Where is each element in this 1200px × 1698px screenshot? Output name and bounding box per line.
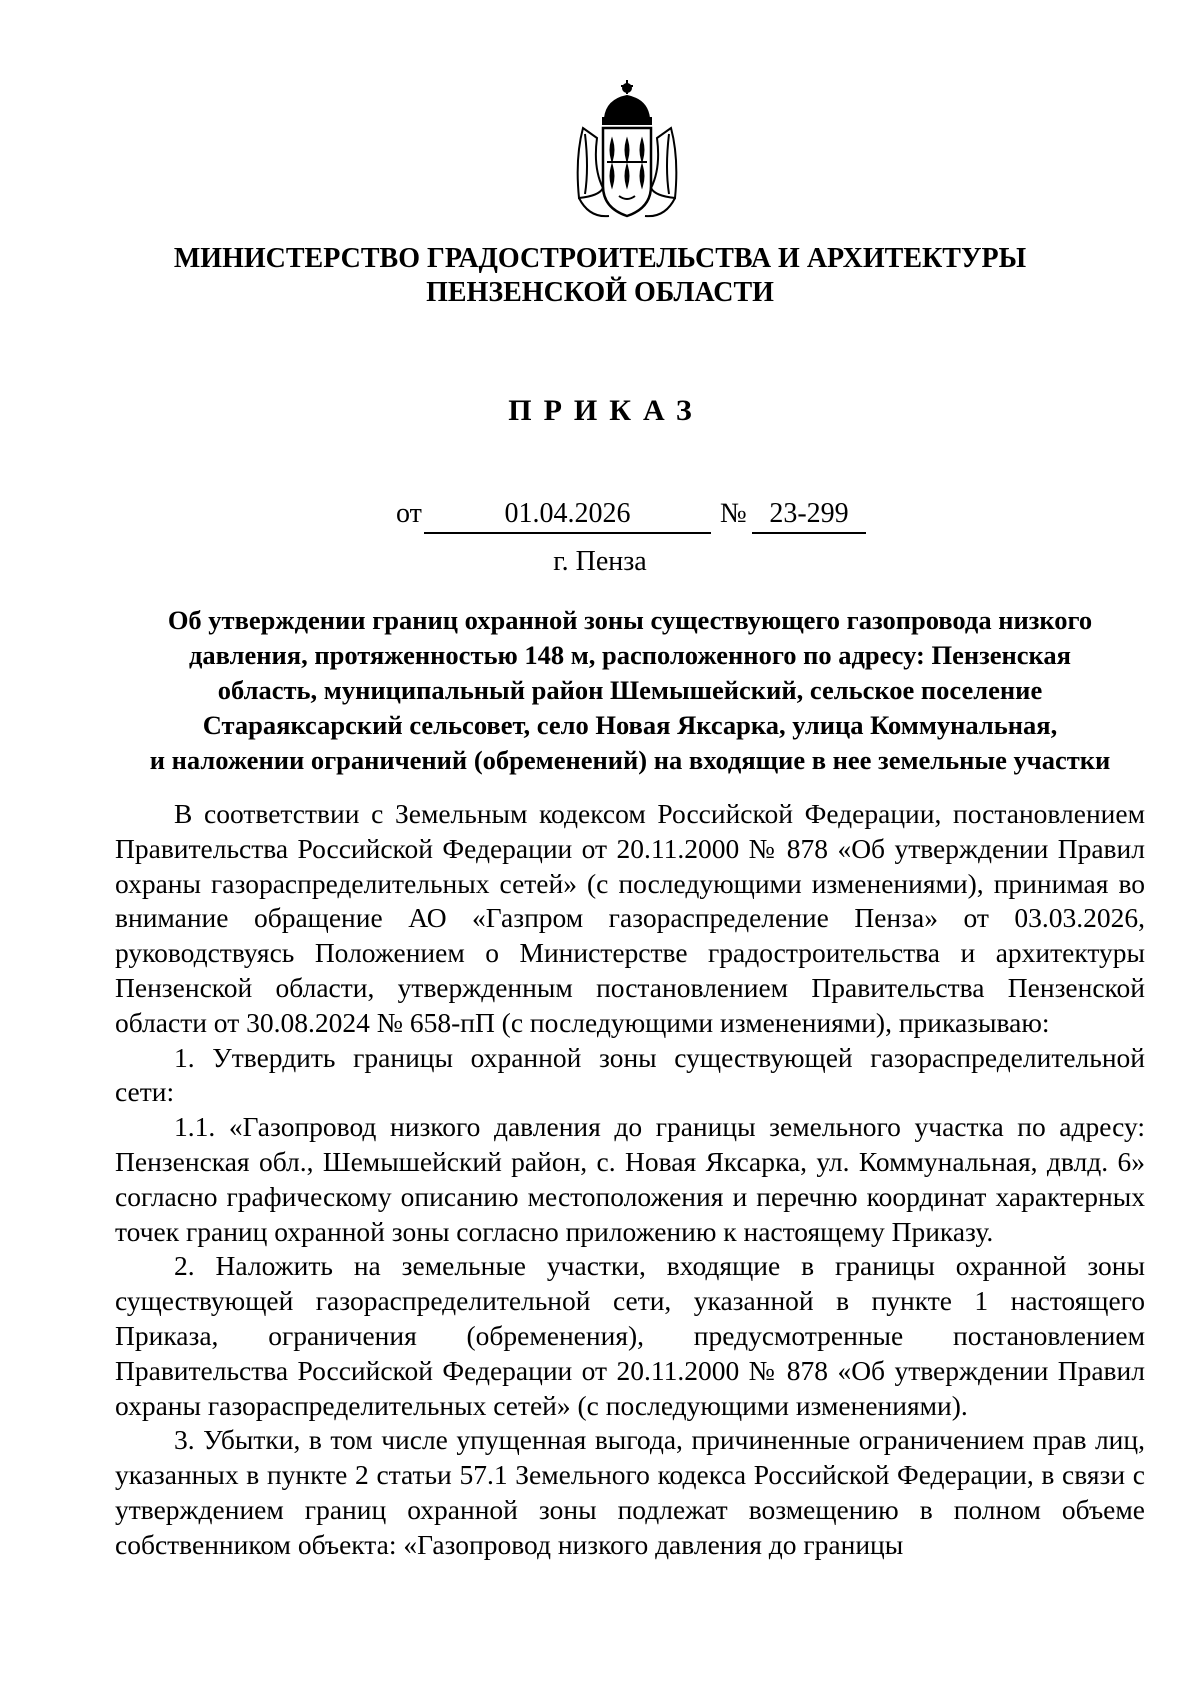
document-body: [115, 797, 1145, 1563]
title-line: давления, протяженностью 148 м, расположенного по адресу: Пензенская: [188, 640, 1071, 670]
document-title: [115, 603, 1145, 778]
number-sign: №: [720, 498, 747, 529]
document-date: 01.04.2026: [424, 498, 711, 534]
date-number-line: [0, 498, 1200, 538]
ministry-name-line2: ПЕНЗЕНСКОЙ ОБЛАСТИ: [426, 277, 774, 308]
document-number: 23-299: [752, 498, 866, 534]
clause-2: 2. Наложить на земельные участки, входящие в границы охранной зоны существующей газораспределительной сети, указанной в пункте 1 настоящего Приказа, ограничения (обременения), предусмотренные постановлением Правительства Российской Федерации от 20.11.2000 № 878 «Об утверждении Правил охраны газораспределительных сетей» (с последующими изменениями).: [115, 1250, 1145, 1421]
clause-1-1: 1.1. «Газопровод низкого давления до границы земельного участка по адресу: Пензенская обл., Шемышейский район, с. Новая Яксарка, ул. Коммунальная, двлд. 6» согласно графическому описанию местоположения и перечню координат характерных точек границ охранной зоны согласно приложению к настоящему Приказу.: [115, 1111, 1145, 1247]
ministry-name-line1: МИНИСТЕРСТВО ГРАДОСТРОИТЕЛЬСТВА И АРХИТЕКТУРЫ: [173, 243, 1027, 274]
date-from-label: от: [396, 498, 422, 529]
document-type-heading: ПРИКАЗ: [508, 394, 704, 427]
title-line: Об утверждении границ охранной зоны существующего газопровода низкого: [167, 605, 1093, 635]
title-line: область, муниципальный район Шемышейский, сельское поселение: [217, 675, 1043, 705]
city-of-issue: г. Пенза: [553, 546, 647, 577]
preamble-paragraph: В соответствии с Земельным кодексом Российской Федерации, постановлением Правительства Российской Федерации от 20.11.2000 № 878 «Об утверждении Правил охраны газораспределительных сетей» (с последующими изменениями), принимая во внимание обращение АО «Газпром газораспределение Пенза» от 03.03.2026, руководствуясь Положением о Министерстве градостроительства и архитектуры Пензенской области, утвержденным постановлением Правительства Пензенской области от 30.08.2024 № 658-пП (с последующими изменениями), приказываю:: [115, 798, 1145, 1038]
clause-1: 1. Утвердить границы охранной зоны существующей газораспределительной сети:: [115, 1041, 1145, 1108]
coat-of-arms-emblem: [569, 78, 685, 224]
clause-3: 3. Убытки, в том числе упущенная выгода, причиненные ограничением прав лиц, указанных в пункте 2 статьи 57.1 Земельного кодекса Российской Федерации, в связи с утверждением границ охранной зоны подлежат возмещению в полном объеме собственником объекта: «Газопровод низкого давления до границы: [115, 1424, 1145, 1560]
title-line: Стараяксарский сельсовет, село Новая Яксарка, улица Коммунальная,: [202, 710, 1058, 740]
title-line: и наложении ограничений (обременений) на входящие в нее земельные участки: [149, 745, 1111, 775]
